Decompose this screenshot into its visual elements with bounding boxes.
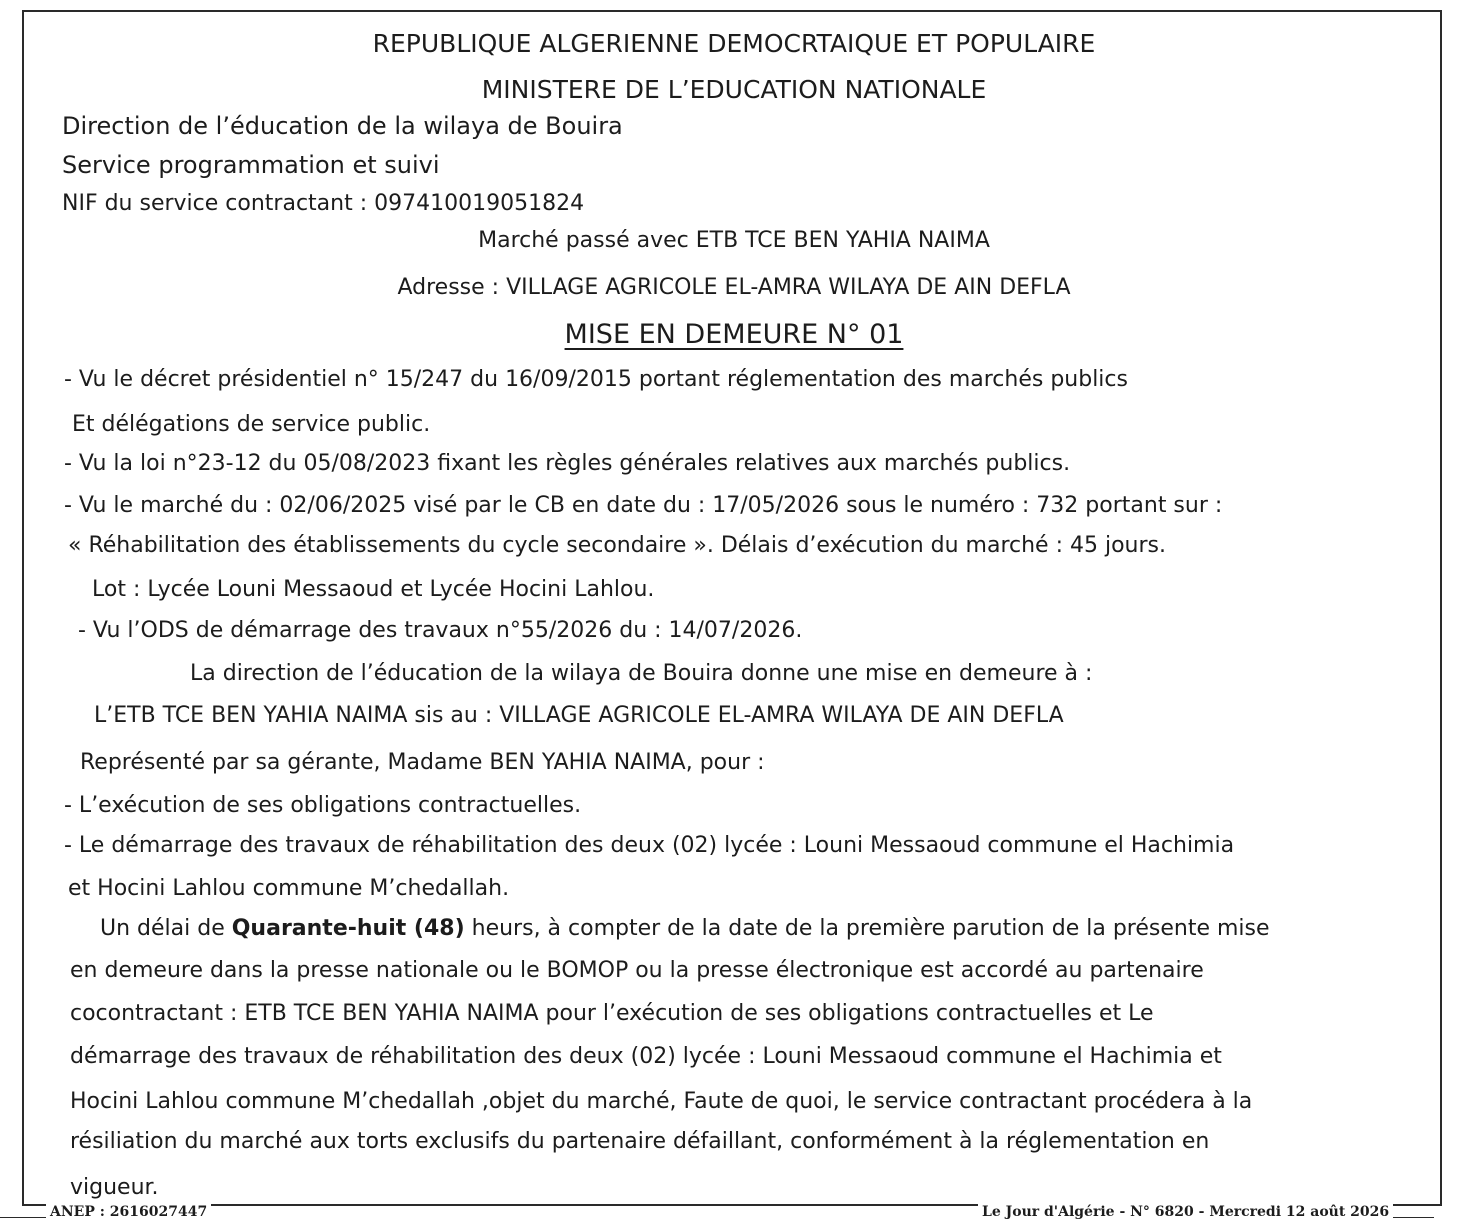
body-line-3: - Vu la loi n°23-12 du 05/08/2023 fixant les règles générales relatives aux marchés publics.: [64, 451, 1071, 476]
header-direction: Direction de l’éducation de la wilaya de Bouira: [62, 112, 623, 140]
paragraph-text: heurs, à compter de la date de la première parution de la présente mise: [464, 916, 1270, 941]
paragraph-line-3: cocontractant : ETB TCE BEN YAHIA NAIMA pour l’exécution de ses obligations contractuelles et Le: [70, 1001, 1154, 1026]
paragraph-line-4: démarrage des travaux de réhabilitation des deux (02) lycée : Louni Messaoud commune el Hachimia et: [70, 1044, 1222, 1069]
address-label: Adresse :: [397, 275, 507, 300]
paragraph-line-6: résiliation du marché aux torts exclusifs du partenaire défaillant, conformément à la réglementation en: [70, 1129, 1210, 1154]
header-ministry: MINISTERE DE L’EDUCATION NATIONALE: [481, 75, 987, 104]
header-nif: NIF du service contractant : 097410019051824: [62, 191, 585, 216]
body-line-8: La direction de l’éducation de la wilaya de Bouira donne une mise en demeure à :: [190, 661, 1093, 686]
footer-publication: Le Jour d'Algérie - N° 6820 - Mercredi 12 août 2026: [978, 1203, 1393, 1221]
body-line-12: - Le démarrage des travaux de réhabilitation des deux (02) lycée : Louni Messaoud commune el Hachimia: [64, 833, 1235, 858]
header-republic: REPUBLIQUE ALGERIENNE DEMOCRTAIQUE ET POPULAIRE: [372, 29, 1096, 58]
body-line-6: Lot : Lycée Louni Messaoud et Lycée Hocini Lahlou.: [92, 577, 655, 602]
body-line-11: - L’exécution de ses obligations contractuelles.: [64, 793, 582, 818]
address-value: VILLAGE AGRICOLE EL-AMRA WILAYA DE AIN DEFLA: [506, 275, 1071, 300]
paragraph-line-5: Hocini Lahlou commune M’chedallah ,objet du marché, Faute de quoi, le service contractant procédera à la: [70, 1089, 1253, 1114]
paragraph-line-7: vigueur.: [70, 1175, 159, 1200]
body-line-1: - Vu le décret présidentiel n° 15/247 du 16/09/2015 portant réglementation des marchés publics: [64, 367, 1128, 392]
body-line-4: - Vu le marché du : 02/06/2025 visé par le CB en date du : 17/05/2026 sous le numéro : 732 portant sur :: [64, 493, 1223, 518]
paragraph-text: Un délai de: [100, 916, 232, 941]
header-contract: Marché passé avec ETB TCE BEN YAHIA NAIMA: [478, 228, 990, 253]
paragraph-line-2: en demeure dans la presse nationale ou le BOMOP ou la presse électronique est accordé au partenaire: [70, 958, 1204, 983]
body-line-7: - Vu l’ODS de démarrage des travaux n°55/2026 du : 14/07/2026.: [78, 618, 803, 643]
paragraph-line-1: [100, 915, 1270, 943]
body-line-9: L’ETB TCE BEN YAHIA NAIMA sis au : VILLAGE AGRICOLE EL-AMRA WILAYA DE AIN DEFLA: [94, 703, 1064, 728]
footer-rule-right: [1388, 1217, 1434, 1218]
header-address: [0, 274, 1468, 302]
deadline-bold: Quarante-huit (48): [231, 916, 465, 941]
body-line-5: « Réhabilitation des établissements du cycle secondaire ». Délais d’exécution du marché : 45 jours.: [68, 533, 1166, 558]
notice-title: MISE EN DEMEURE N° 01: [564, 319, 904, 350]
header-service: Service programmation et suivi: [62, 151, 440, 179]
body-line-10: Représenté par sa gérante, Madame BEN YAHIA NAIMA, pour :: [80, 750, 765, 775]
body-line-13: et Hocini Lahlou commune M’chedallah.: [68, 876, 510, 901]
body-line-2: Et délégations de service public.: [72, 412, 431, 437]
footer-anep: ANEP : 2616027447: [46, 1203, 211, 1221]
